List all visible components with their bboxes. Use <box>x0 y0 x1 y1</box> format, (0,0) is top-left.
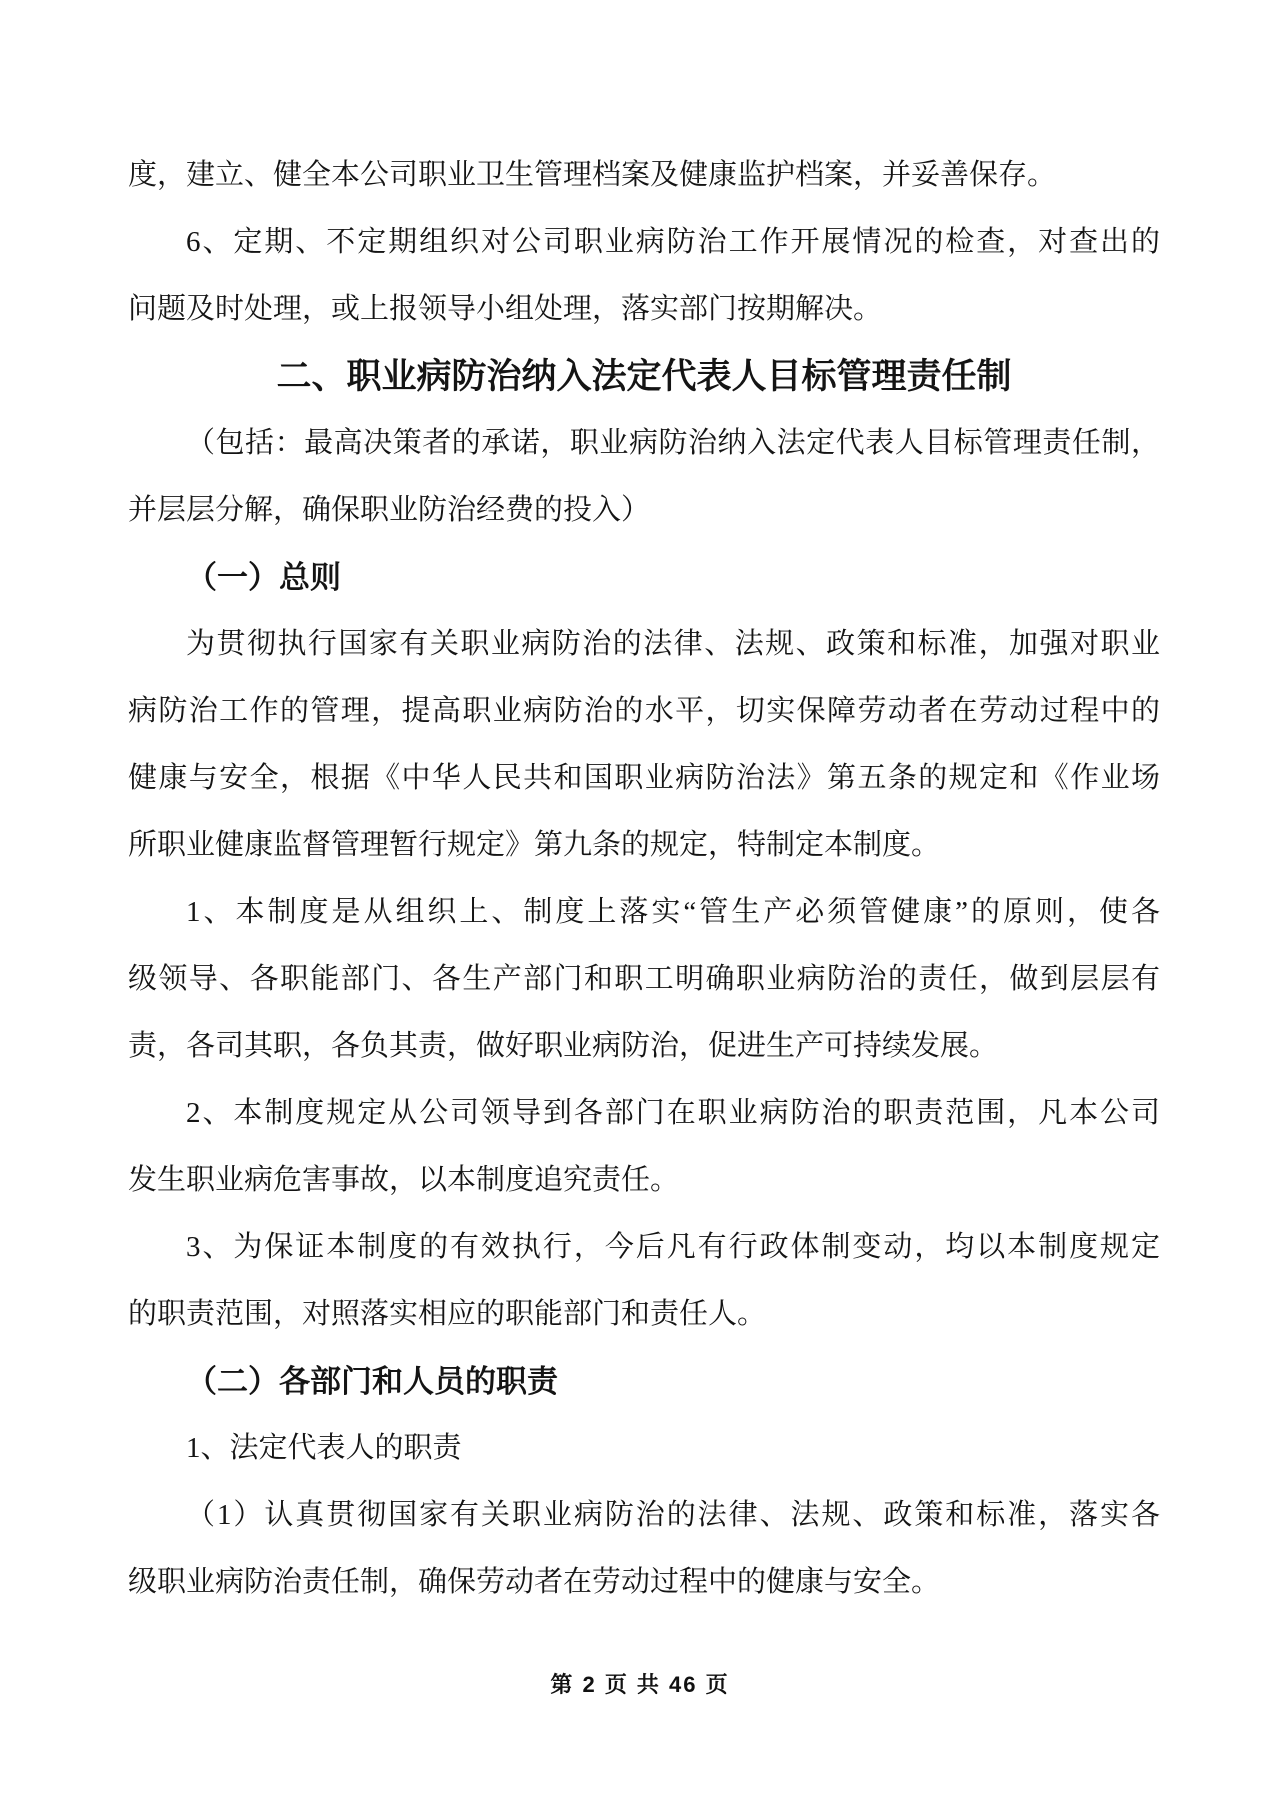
body-line: 问题及时处理，或上报领导小组处理，落实部门按期解决。 <box>128 293 883 325</box>
body-line: 2、本制度规定从公司领导到各部门在职业病防治的职责范围，凡本公司 <box>186 1097 1160 1129</box>
body-line: 级职业病防治责任制，确保劳动者在劳动过程中的健康与安全。 <box>128 1566 941 1598</box>
body-line: 所职业健康监督管理暂行规定》第九条的规定，特制定本制度。 <box>128 829 941 861</box>
body-line: 的职责范围，对照落实相应的职能部门和责任人。 <box>128 1298 767 1330</box>
sub-heading: （一）总则 <box>186 560 341 595</box>
document-text-block <box>128 142 1160 1616</box>
body-line: 度，建立、健全本公司职业卫生管理档案及健康监护档案，并妥善保存。 <box>128 159 1057 191</box>
section-heading: 二、职业病防治纳入法定代表人目标管理责任制 <box>276 357 1012 396</box>
body-line: （包括：最高决策者的承诺，职业病防治纳入法定代表人目标管理责任制， <box>186 427 1160 459</box>
body-line: 1、法定代表人的职责 <box>186 1432 462 1464</box>
body-line: 发生职业病危害事故，以本制度追究责任。 <box>128 1164 680 1196</box>
body-line: （1）认真贯彻国家有关职业病防治的法律、法规、政策和标准，落实各 <box>186 1499 1160 1531</box>
footer-page-number: 第 2 页 共 46 页 <box>550 1672 730 1697</box>
body-line: 并层层分解，确保职业防治经费的投入） <box>128 494 651 526</box>
body-line: 责，各司其职，各负其责，做好职业病防治，促进生产可持续发展。 <box>128 1030 999 1062</box>
body-line: 健康与安全，根据《中华人民共和国职业病防治法》第五条的规定和《作业场 <box>128 762 1160 794</box>
body-line: 6、定期、不定期组织对公司职业病防治工作开展情况的检查，对查出的 <box>186 226 1160 258</box>
body-line: 1、本制度是从组织上、制度上落实“管生产必须管健康”的原则，使各 <box>186 896 1160 928</box>
body-line: 病防治工作的管理，提高职业病防治的水平，切实保障劳动者在劳动过程中的 <box>128 695 1160 727</box>
sub-heading: （二）各部门和人员的职责 <box>186 1364 558 1399</box>
body-line: 级领导、各职能部门、各生产部门和职工明确职业病防治的责任，做到层层有 <box>128 963 1160 995</box>
body-line: 3、为保证本制度的有效执行，今后凡有行政体制变动，均以本制度规定 <box>186 1231 1160 1263</box>
body-line: 为贯彻执行国家有关职业病防治的法律、法规、政策和标准，加强对职业 <box>186 628 1160 660</box>
